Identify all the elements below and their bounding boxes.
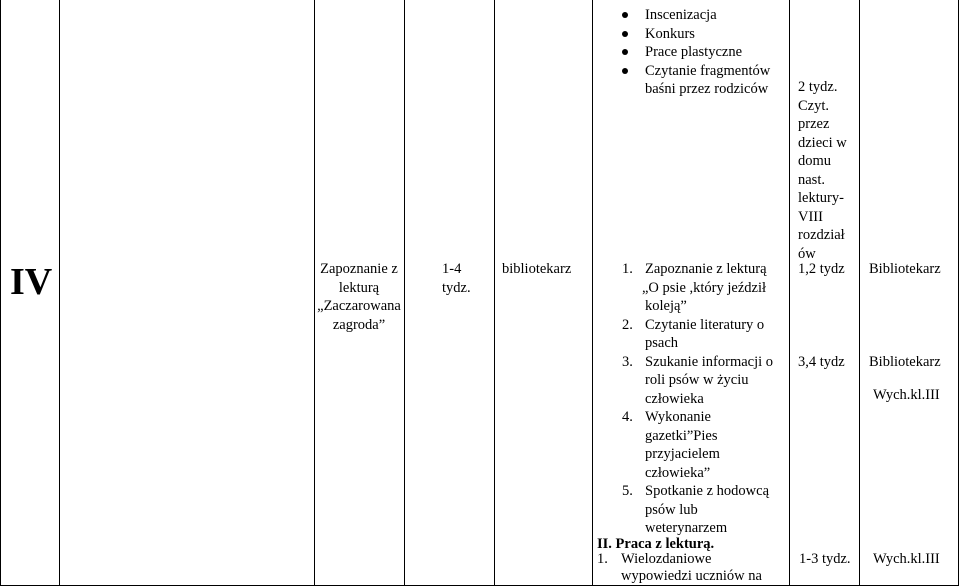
bullet-icon (622, 12, 628, 18)
step-line: wypowiedzi uczniów na (621, 568, 762, 584)
step-number: 2. (622, 316, 633, 333)
time-note-line: 2 tydz. (798, 79, 838, 95)
time-note-line: lektury- (798, 190, 844, 206)
bullet-icon (622, 68, 628, 74)
time-note-line: rozdział (798, 227, 845, 243)
time-note-line: przez (798, 116, 830, 132)
time-note-line: VIII (798, 208, 823, 225)
person-value: Wych.kl.III (873, 387, 940, 403)
column-border (59, 0, 60, 586)
step-line: Spotkanie z hodowcą (645, 483, 770, 499)
step-line: Czytanie literatury o (645, 316, 765, 333)
part-heading: II. Praca z lekturą. (597, 536, 715, 552)
column-border (0, 0, 1, 586)
step-line: przyjacielem (645, 446, 720, 462)
step-line: Wielozdaniowe (621, 551, 712, 567)
time-note-line: nast. (798, 171, 825, 188)
column-border (592, 0, 593, 586)
step-line: psów lub (645, 501, 698, 518)
list-item: Inscenizacja (645, 7, 717, 23)
step-line: Wykonanie (645, 409, 711, 425)
column-border (494, 0, 495, 586)
step-line: koleją” (645, 298, 687, 314)
step-line: „O psie ,który jeździł (642, 279, 767, 296)
step-line: gazetki”Pies (645, 427, 718, 444)
list-item: Konkurs (645, 25, 695, 42)
responsible-person: bibliotekarz (502, 261, 572, 277)
time-note-line: Czyt. (798, 97, 830, 114)
step-line: człowieka (645, 390, 704, 407)
step-number: 1. (597, 551, 608, 567)
column-border (789, 0, 790, 586)
column-border (958, 0, 959, 586)
person-value: Bibliotekarz (869, 261, 941, 277)
column-border (314, 0, 315, 586)
person-value: Bibliotekarz (869, 353, 941, 370)
step-number: 1. (622, 261, 633, 277)
topic-line: zagroda” (332, 316, 386, 333)
duration-line: tydz. (442, 279, 471, 296)
step-number: 5. (622, 483, 633, 499)
step-line: roli psów w życiu (645, 372, 749, 388)
time-note-line: dzieci w (798, 134, 847, 151)
time-value: 3,4 tydz (798, 353, 845, 370)
column-border (404, 0, 405, 586)
list-item: Prace plastyczne (645, 44, 743, 60)
step-line: weterynarzem (645, 520, 728, 536)
column-border (859, 0, 860, 586)
duration-line: 1-4 (442, 261, 462, 277)
time-note-line: domu (798, 153, 832, 169)
time-value: 1,2 tydz (798, 261, 845, 277)
person-value: Wych.kl.III (873, 551, 940, 567)
time-value: 1-3 tydz. (799, 551, 851, 567)
topic-line: „Zaczarowana (317, 298, 401, 314)
step-line: Zapoznanie z lekturą (645, 261, 767, 277)
topic-line: Zapoznanie z (320, 261, 398, 277)
step-line: człowieka” (645, 464, 711, 481)
step-number: 4. (622, 409, 633, 425)
list-item-cont: baśni przez rodziców (645, 81, 769, 97)
topic-line: lekturą (338, 279, 380, 296)
bullet-icon (622, 31, 628, 37)
bullet-icon (622, 49, 628, 55)
step-line: Szukanie informacji o (645, 353, 774, 370)
section-number: IV (10, 261, 53, 303)
list-item: Czytanie fragmentów (645, 62, 771, 79)
step-number: 3. (622, 353, 633, 370)
step-line: psach (645, 335, 679, 351)
time-note-line: ów (798, 245, 816, 262)
